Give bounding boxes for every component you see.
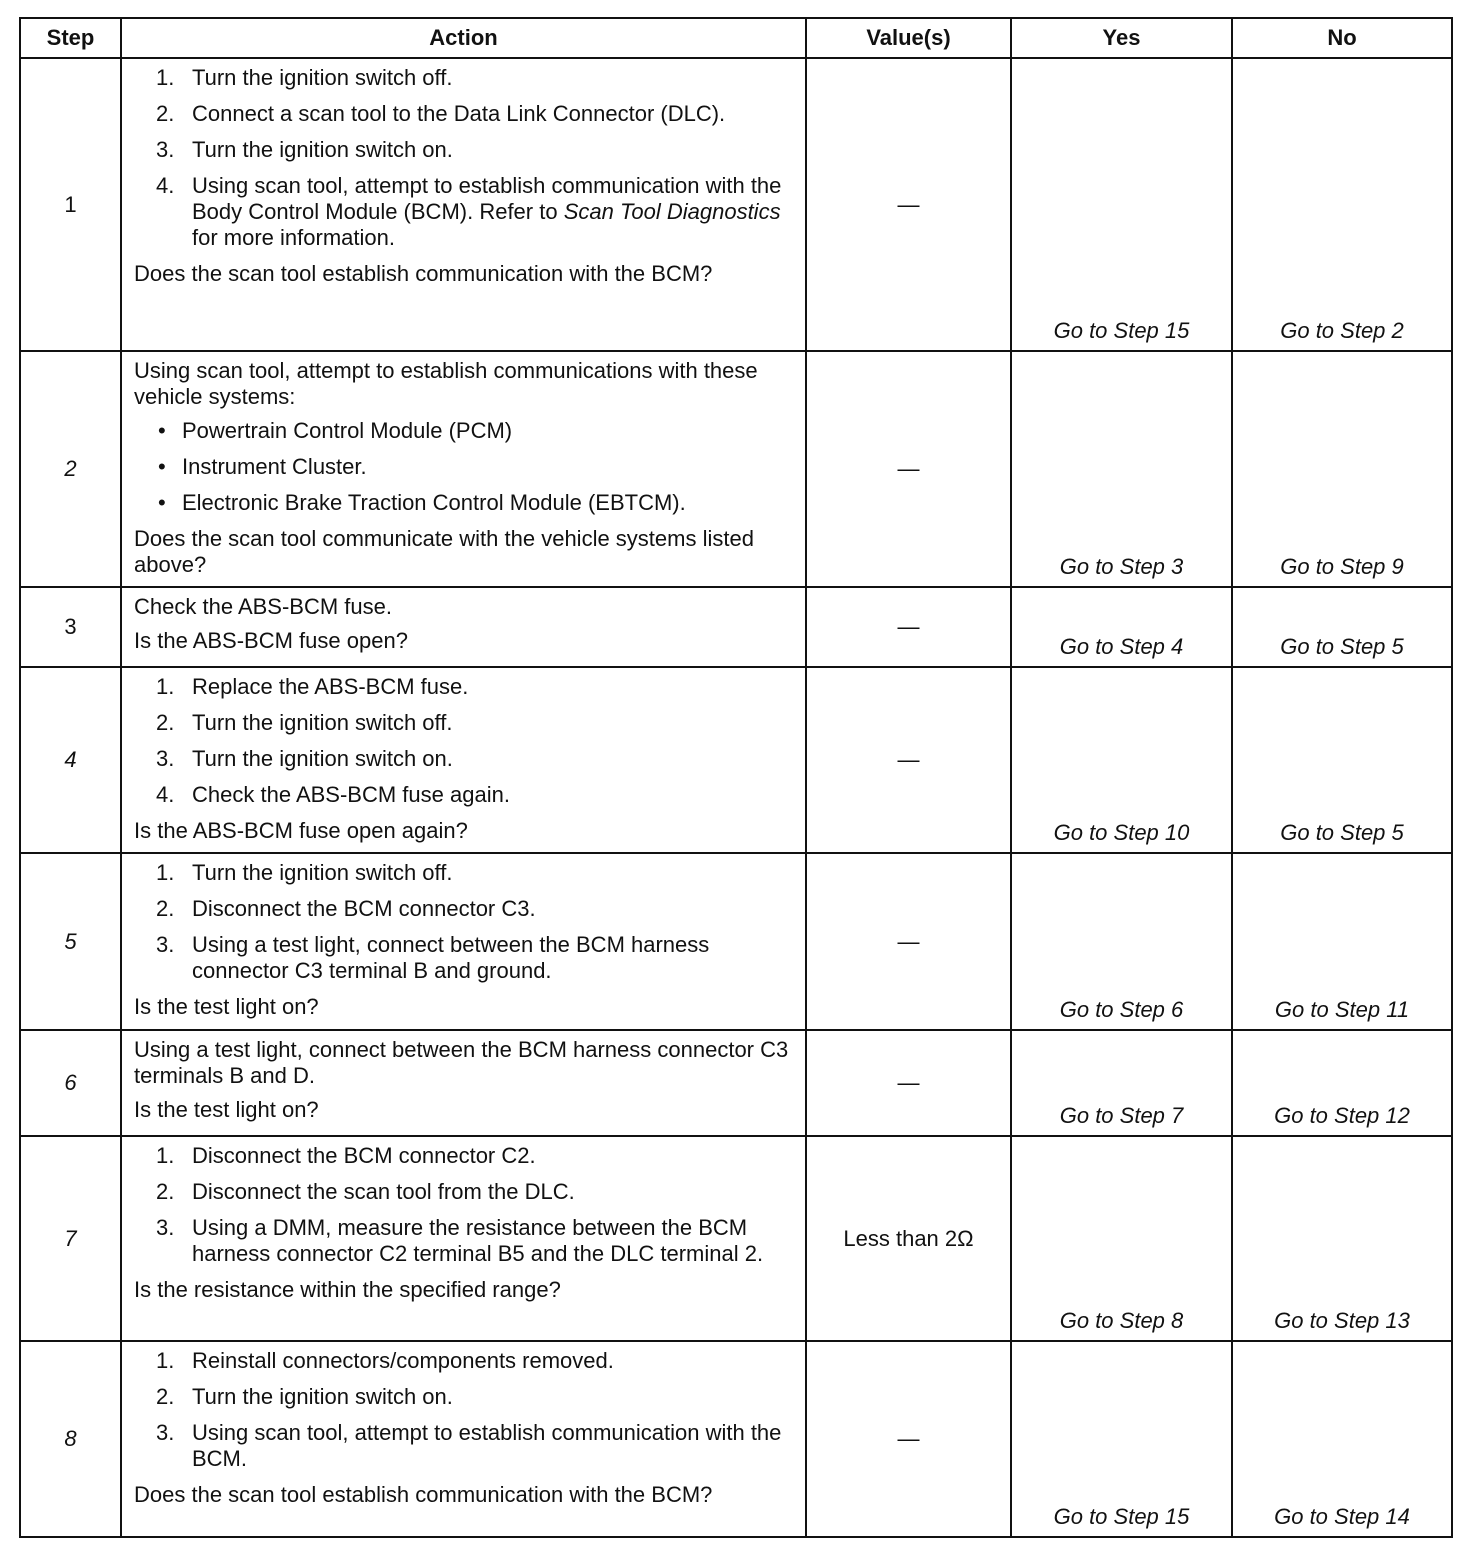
- list-item: 3. Using a test light, connect between the BCM harness connector C3 terminal B and ground.: [156, 932, 710, 983]
- step-action: [121, 853, 806, 1030]
- yes-result: Go to Step 15: [1011, 58, 1232, 351]
- list-item-text: Powertrain Control Module (PCM): [182, 418, 513, 443]
- list-item-text: for more information.: [192, 225, 395, 250]
- action-list: [134, 860, 795, 984]
- step-action: [121, 1136, 806, 1341]
- list-item: 4. Check the ABS-BCM fuse again.: [156, 782, 510, 807]
- list-item-text: Check the ABS-BCM fuse again.: [192, 782, 510, 807]
- reference-title: Scan Tool Diagnostics: [563, 199, 781, 224]
- yes-result: Go to Step 4: [1011, 587, 1232, 667]
- step-value: —: [806, 853, 1011, 1030]
- list-item-text: Using scan tool, attempt to establish communication with the BCM.: [192, 1420, 782, 1471]
- list-item-text: Electronic Brake Traction Control Module (EBTCM).: [182, 490, 686, 515]
- step-instruction: Check the ABS-BCM fuse.: [134, 594, 392, 619]
- header-values: Value(s): [806, 18, 1011, 58]
- no-result: Go to Step 11: [1232, 853, 1452, 1030]
- step-number: 8: [20, 1341, 121, 1537]
- step-number: 6: [20, 1030, 121, 1136]
- step-number: 7: [20, 1136, 121, 1341]
- list-item-text: Disconnect the BCM connector C2.: [192, 1143, 536, 1168]
- header-action: Action: [121, 18, 806, 58]
- table-row: [20, 587, 1452, 667]
- list-item: 1. Turn the ignition switch off.: [156, 65, 453, 90]
- step-number: 5: [20, 853, 121, 1030]
- step-question: Is the ABS-BCM fuse open?: [134, 628, 408, 653]
- step-action: [121, 587, 806, 667]
- step-question: Does the scan tool communicate with the vehicle systems listed above?: [134, 526, 754, 577]
- list-item: 4. Using scan tool, attempt to establish communication with the Body Control Module (BCM). Refer to Scan Tool Diagnostics for more information.: [156, 173, 782, 250]
- list-item-text: Replace the ABS-BCM fuse.: [192, 674, 469, 699]
- action-list: [134, 1143, 795, 1267]
- no-result: Go to Step 5: [1232, 667, 1452, 853]
- no-result: Go to Step 12: [1232, 1030, 1452, 1136]
- step-action: [121, 1341, 806, 1537]
- step-action: [121, 58, 806, 351]
- header-row: [20, 18, 1452, 58]
- list-item: 2. Connect a scan tool to the Data Link Connector (DLC).: [156, 101, 726, 126]
- list-item-text: Turn the ignition switch off.: [192, 710, 453, 735]
- list-item-text: Using a test light, connect between the BCM harness connector C3 terminal B and ground.: [192, 932, 710, 983]
- action-list: [134, 65, 795, 251]
- step-question: Does the scan tool establish communication with the BCM?: [134, 261, 713, 286]
- header-no: No: [1232, 18, 1452, 58]
- list-item-text: Disconnect the BCM connector C3.: [192, 896, 536, 921]
- yes-result: Go to Step 8: [1011, 1136, 1232, 1341]
- list-item: 2. Disconnect the BCM connector C3.: [156, 896, 536, 921]
- list-item: 2. Disconnect the scan tool from the DLC.: [156, 1179, 575, 1204]
- step-number: 1: [20, 58, 121, 351]
- list-item: • Powertrain Control Module (PCM): [158, 418, 513, 443]
- yes-result: Go to Step 6: [1011, 853, 1232, 1030]
- step-action: [121, 351, 806, 587]
- table-row: [20, 351, 1452, 587]
- step-value: —: [806, 587, 1011, 667]
- list-item-text: Turn the ignition switch off.: [192, 65, 453, 90]
- step-number: 3: [20, 587, 121, 667]
- header-yes: Yes: [1011, 18, 1232, 58]
- list-item: 1. Replace the ABS-BCM fuse.: [156, 674, 469, 699]
- list-item-text: Turn the ignition switch on.: [192, 137, 453, 162]
- list-item-text: Disconnect the scan tool from the DLC.: [192, 1179, 575, 1204]
- list-item-text: Using a DMM, measure the resistance between the BCM harness connector C2 terminal B5 and the DLC terminal 2.: [192, 1215, 764, 1266]
- list-item: • Instrument Cluster.: [158, 454, 367, 479]
- step-question: Does the scan tool establish communication with the BCM?: [134, 1482, 713, 1507]
- list-item-text: Turn the ignition switch on.: [192, 1384, 453, 1409]
- step-question: Is the test light on?: [134, 994, 319, 1019]
- step-value: Less than 2Ω: [806, 1136, 1011, 1341]
- list-item: 2. Turn the ignition switch on.: [156, 1384, 453, 1409]
- step-number: 4: [20, 667, 121, 853]
- step-action: [121, 1030, 806, 1136]
- list-item-text: Instrument Cluster.: [182, 454, 367, 479]
- table-row: [20, 853, 1452, 1030]
- table-row: [20, 667, 1452, 853]
- list-item: 3. Using a DMM, measure the resistance between the BCM harness connector C2 terminal B5 and the DLC terminal 2.: [156, 1215, 764, 1266]
- table-row: [20, 58, 1452, 351]
- header-step: Step: [20, 18, 121, 58]
- list-item-text: Using scan tool, attempt to establish communication with the Body Control Module (BCM). Refer to: [192, 173, 782, 224]
- step-question: Is the resistance within the specified range?: [134, 1277, 561, 1302]
- list-item: 3. Turn the ignition switch on.: [156, 746, 453, 771]
- list-item: 2. Turn the ignition switch off.: [156, 710, 453, 735]
- no-result: Go to Step 2: [1232, 58, 1452, 351]
- list-item-text: Turn the ignition switch on.: [192, 746, 453, 771]
- step-value: —: [806, 58, 1011, 351]
- yes-result: Go to Step 10: [1011, 667, 1232, 853]
- list-item: 3. Using scan tool, attempt to establish communication with the BCM.: [156, 1420, 782, 1471]
- action-list: [134, 674, 795, 808]
- diagnostic-table: [19, 17, 1453, 1538]
- step-value: —: [806, 351, 1011, 587]
- step-value: —: [806, 1341, 1011, 1537]
- step-question: Is the ABS-BCM fuse open again?: [134, 818, 468, 843]
- list-item: 1. Reinstall connectors/components removed.: [156, 1348, 614, 1373]
- no-result: Go to Step 14: [1232, 1341, 1452, 1537]
- step-value: —: [806, 667, 1011, 853]
- table-row: [20, 1030, 1452, 1136]
- system-list: [134, 418, 795, 516]
- table-row: [20, 1136, 1452, 1341]
- step-instruction: Using a test light, connect between the BCM harness connector C3 terminals B and D.: [134, 1037, 789, 1088]
- no-result: Go to Step 5: [1232, 587, 1452, 667]
- list-item-text: Connect a scan tool to the Data Link Connector (DLC).: [192, 101, 726, 126]
- list-item-text: Turn the ignition switch off.: [192, 860, 453, 885]
- no-result: Go to Step 13: [1232, 1136, 1452, 1341]
- list-item: 1. Turn the ignition switch off.: [156, 860, 453, 885]
- yes-result: Go to Step 3: [1011, 351, 1232, 587]
- list-item-text: Reinstall connectors/components removed.: [192, 1348, 614, 1373]
- action-list: [134, 1348, 795, 1472]
- step-value: —: [806, 1030, 1011, 1136]
- list-item: • Electronic Brake Traction Control Module (EBTCM).: [158, 490, 686, 515]
- step-question: Is the test light on?: [134, 1097, 319, 1122]
- table-row: [20, 1341, 1452, 1537]
- list-item: 1. Disconnect the BCM connector C2.: [156, 1143, 536, 1168]
- step-number: 2: [20, 351, 121, 587]
- step-instruction: Using scan tool, attempt to establish communications with these vehicle systems:: [134, 358, 758, 409]
- yes-result: Go to Step 15: [1011, 1341, 1232, 1537]
- list-item: 3. Turn the ignition switch on.: [156, 137, 453, 162]
- yes-result: Go to Step 7: [1011, 1030, 1232, 1136]
- step-action: [121, 667, 806, 853]
- no-result: Go to Step 9: [1232, 351, 1452, 587]
